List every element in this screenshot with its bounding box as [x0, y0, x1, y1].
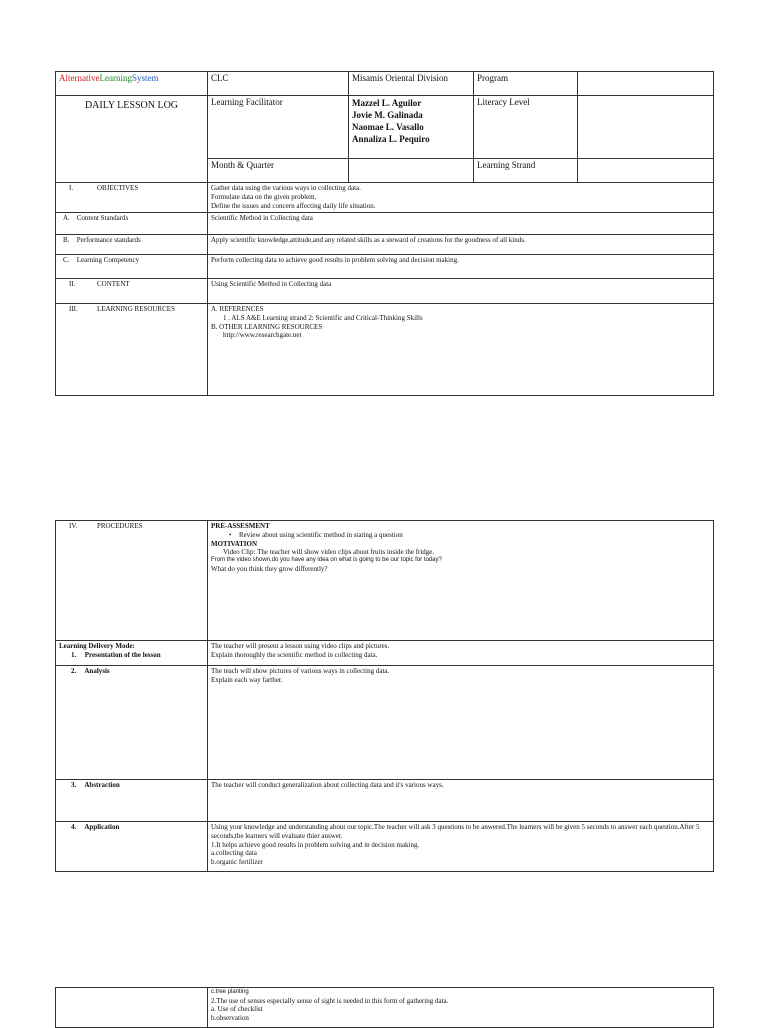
facilitator-label: Learning Facilitator	[208, 96, 349, 159]
row-number: 3.	[71, 781, 77, 789]
application-line: 1.It helps achieve good results in problem solving and in decision making.	[211, 840, 420, 849]
facilitator-names	[349, 96, 474, 159]
content-standards-label	[56, 213, 208, 235]
row-number: C.	[63, 256, 70, 264]
literacy-label: Literacy Level	[474, 96, 578, 159]
application-line: a.collecting data	[211, 849, 257, 858]
continued-table	[55, 987, 714, 1028]
als-brand	[56, 72, 208, 96]
motivation-question: From the video shown,do you have any idea on what is going to be our topic for today?	[211, 557, 442, 563]
month-label: Month & Quarter	[208, 159, 349, 183]
application-label	[56, 822, 208, 872]
delivery-mode-label: Learning Delivery Mode:	[59, 642, 135, 650]
row-label: Presentation of the lesson	[84, 650, 161, 659]
row-label: Learning Competency	[76, 256, 140, 264]
content-label	[56, 279, 208, 304]
division-label: Misamis Oriental Division	[349, 72, 474, 96]
resource-line: B. OTHER LEARNING RESOURCES	[211, 322, 323, 331]
row-label: Analysis	[84, 667, 110, 675]
motivation-question: What do you think they grow differently?	[211, 564, 328, 573]
resource-line: A. REFERENCES	[211, 305, 264, 313]
row-number: 2.	[71, 667, 77, 675]
continued-label	[56, 988, 208, 1028]
row-label: CONTENT	[97, 280, 130, 288]
row-label: Application	[84, 823, 120, 831]
application-line: Using your knowledge and understanding about our topic.The teacher will ask 3 questions to be anwered.The learners will be given 5 seconds to answer each question.After 5 seconds,the learners will evaluate thier answer.	[211, 823, 700, 840]
row-label: Abstraction	[84, 781, 120, 789]
row-number: 1.	[71, 650, 77, 659]
application-line: b.organic fertilizer	[211, 858, 263, 866]
strand-label: Learning Strand	[474, 159, 578, 183]
procedures-content	[208, 521, 714, 641]
performance-standards-label	[56, 235, 208, 255]
competency-label	[56, 255, 208, 279]
program-value	[578, 72, 714, 96]
row-label: LEARNING RESOURCES	[97, 305, 175, 313]
motivation-heading: MOTIVATION	[211, 539, 258, 548]
strand-value	[578, 159, 714, 183]
performance-standards-value: Apply scientific knowledge,attitude,and any related skills as a steward of creations for the goodness of all kinds.	[208, 235, 714, 255]
presentation-line: Explain thoroughly the scientific method in collecting data.	[211, 650, 378, 659]
brand-system: System	[131, 73, 159, 83]
answer-line: b.observation	[211, 1014, 249, 1022]
brand-alternative: Alternative	[59, 73, 100, 83]
content-value: Using Scientific Method in Collecting data	[208, 279, 714, 304]
objective-line: Formulate data on the given problem.	[211, 192, 317, 201]
objectives-label	[56, 183, 208, 213]
answer-line: c.tree planting	[211, 989, 249, 995]
abstraction-label	[56, 780, 208, 822]
bullet-text: Review about using scientific method in stating a question	[239, 530, 403, 539]
row-number: III.	[69, 305, 78, 313]
content-standards-value: Scientific Method in Collecting data	[208, 213, 714, 235]
facilitator-name: Mazzel L. Aguilor	[352, 98, 422, 108]
month-value	[349, 159, 474, 183]
row-label: OBJECTIVES	[97, 184, 139, 192]
answer-line: a. Use of checklist	[211, 1005, 263, 1014]
facilitator-name: Naomae L. Vasallo	[352, 122, 424, 133]
row-number: A.	[63, 214, 70, 222]
presentation-label	[56, 641, 208, 666]
document-title: DAILY LESSON LOG	[56, 96, 208, 183]
analysis-line: Explain each way farther.	[211, 675, 283, 684]
row-label: Content Standards	[76, 214, 129, 222]
resources-label	[56, 304, 208, 396]
analysis-content	[208, 666, 714, 780]
bullet-icon: •	[229, 530, 232, 539]
objective-line: Gather data using the various ways in collecting data.	[211, 184, 361, 192]
analysis-line: The teach will show pictures of various ways in collecting data.	[211, 667, 390, 675]
row-number: B.	[63, 236, 70, 244]
continued-content	[208, 988, 714, 1028]
clc-label: CLC	[208, 72, 349, 96]
presentation-line: The teacher will present a lesson using video clips and pictures.	[211, 642, 390, 650]
answer-line: 2.The use of senses especially sense of sight is needed in this form of gathering data.	[211, 996, 449, 1005]
procedures-table	[55, 520, 714, 872]
row-number: IV.	[69, 522, 78, 530]
row-label: PROCEDURES	[97, 522, 143, 530]
objective-line: Define the issues and concern affecting daily life situation.	[211, 201, 376, 210]
resource-link[interactable]: http://www.researchgate.net	[223, 331, 302, 340]
application-content	[208, 822, 714, 872]
program-label: Program	[474, 72, 578, 96]
resources-value	[208, 304, 714, 396]
motivation-text: Video Clip: The teacher will show video clips about fruits inside the fridge.	[223, 548, 435, 557]
brand-learning: Learning	[99, 73, 132, 83]
pre-assessment-heading: PRE-ASSESMENT	[211, 522, 270, 530]
abstraction-content: The teacher will conduct generalization about collecting data and it's various ways.	[208, 780, 714, 822]
literacy-value	[578, 96, 714, 159]
pre-assessment-item	[211, 531, 710, 540]
procedures-label	[56, 521, 208, 641]
lesson-log-table	[55, 71, 714, 396]
row-label: Performance standards	[76, 236, 141, 244]
facilitator-name: Annaliza L. Pequiro	[352, 134, 430, 145]
facilitator-name: Jovie M. Galinada	[352, 110, 423, 121]
row-number: II.	[69, 280, 76, 288]
presentation-content	[208, 641, 714, 666]
analysis-label	[56, 666, 208, 780]
row-number: I.	[69, 184, 74, 192]
objectives-content	[208, 183, 714, 213]
competency-value: Perform collecting data to achieve good results in problem solving and decision making.	[208, 255, 714, 279]
resource-line: 1 . ALS A&E Learning strand 2: Scientific and Critical-Thinking Skills	[223, 313, 423, 322]
row-number: 4.	[71, 823, 77, 831]
